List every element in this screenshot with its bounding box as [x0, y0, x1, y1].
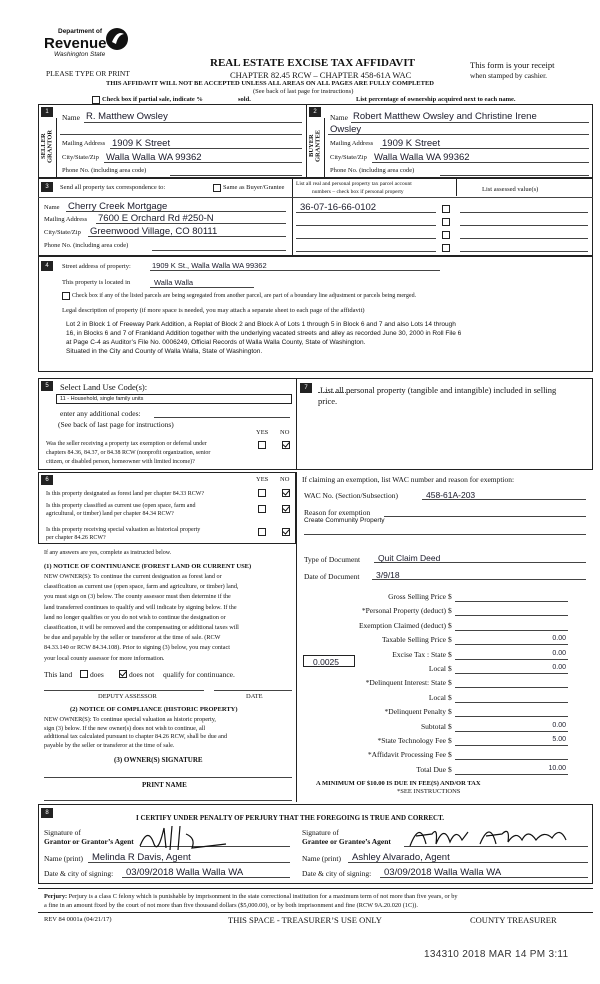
- tax-city[interactable]: Greenwood Village, CO 80111: [90, 226, 218, 237]
- receipt-line1: This form is your receipt: [470, 60, 555, 70]
- seller-name[interactable]: R. Matthew Owsley: [86, 111, 168, 122]
- tax-row-line: [455, 731, 568, 732]
- receipt-line2: when stamped by cashier.: [470, 71, 548, 80]
- rule: [460, 212, 588, 213]
- rule: [84, 122, 302, 123]
- tax-row-label: *Personal Property (deduct): [361, 606, 446, 616]
- rule: [296, 251, 436, 252]
- notice-line: land transferred continues to qualify and will indicate by signing below. If the: [44, 603, 237, 611]
- rule: [318, 392, 354, 393]
- dollar-sign: $: [448, 664, 452, 673]
- tax-row-label: Exemption Claimed (deduct): [358, 620, 446, 630]
- form-title: REAL ESTATE EXCISE TAX AFFIDAVIT: [210, 57, 415, 69]
- divider: [324, 118, 325, 178]
- rule: [304, 534, 586, 535]
- send-correspondence-label: Send all property tax correspondence to:: [60, 184, 166, 191]
- section-6-number: 6: [41, 475, 53, 485]
- see-back-header: (See back of last page for instructions): [253, 88, 354, 95]
- located-in[interactable]: Walla Walla: [154, 278, 194, 287]
- divider: [292, 178, 293, 256]
- doc-type-label: Type of Document: [304, 555, 361, 564]
- owner-signature-label: (3) OWNER(S) SIGNATURE: [114, 756, 203, 764]
- sold-label: sold.: [238, 96, 251, 103]
- tax-phone-label: Phone No. (including area code): [44, 242, 129, 249]
- rule: [296, 225, 436, 226]
- rule: [88, 862, 290, 863]
- grantee-sig-label: Signature of: [302, 828, 339, 837]
- parcel-personal-checkbox-4[interactable]: [442, 244, 450, 252]
- treasurer-space: THIS SPACE - TREASURER’S USE ONLY: [228, 915, 382, 925]
- tax-row-line: [455, 659, 568, 660]
- q6-3-no-checkbox[interactable]: [282, 528, 290, 536]
- parcel-personal-checkbox-3[interactable]: [442, 231, 450, 239]
- tax-row-value[interactable]: 5.00: [552, 736, 566, 743]
- tax-row-line: [455, 630, 568, 631]
- additional-codes-label: enter any additional codes:: [60, 409, 141, 418]
- section-3-number: 3: [41, 182, 53, 192]
- grantee-sig-label-2: Grantee or Grantee’s Agent: [302, 837, 391, 846]
- rule: [154, 417, 290, 418]
- rule: [60, 134, 302, 135]
- parcel-personal-checkbox-2[interactable]: [442, 218, 450, 226]
- reason-label: Reason for exemption: [304, 508, 371, 517]
- buyer-name-label: Name: [330, 113, 348, 122]
- segregated-checkbox[interactable]: [62, 292, 70, 300]
- tax-name[interactable]: Cherry Creek Mortgage: [68, 201, 168, 212]
- rule: [296, 238, 436, 239]
- rule: [374, 562, 586, 563]
- ownership-note: List percentage of ownership acquired next to each name.: [356, 96, 516, 103]
- does-not-label: does not: [129, 670, 155, 679]
- tax-row-line: [455, 644, 568, 645]
- notice-continuance-title: (1) NOTICE OF CONTINUANCE (FOREST LAND OR CURRENT USE): [44, 563, 252, 570]
- rule: [66, 211, 286, 212]
- dollar-sign: $: [448, 635, 452, 645]
- q6-1-no-checkbox[interactable]: [282, 489, 290, 497]
- notice-line: classification as current use (open space, farm and agriculture, or timber) land,: [44, 583, 239, 591]
- revenue-logo-icon: [104, 26, 130, 52]
- q6-2-yes-checkbox[interactable]: [258, 505, 266, 513]
- recording-stamp: 134310 2018 MAR 14 PM 3:11: [424, 949, 569, 960]
- rule: [170, 175, 302, 176]
- tax-row-value[interactable]: 0.00: [552, 721, 566, 729]
- tax-row-value[interactable]: 0.00: [552, 664, 566, 671]
- notice-line: you must sign on (3) below. The county assessor must then determine if the: [44, 593, 231, 601]
- land-use-select[interactable]: [56, 394, 292, 404]
- rule: [380, 877, 588, 878]
- buyer-mailing-label: Mailing Address: [330, 140, 374, 147]
- section-4-number: 4: [41, 261, 53, 271]
- seller-name-label: Name: [62, 113, 80, 122]
- if-yes-note: If any answers are yes, complete as instructed below.: [44, 550, 172, 556]
- parcel-header: List all real and personal property tax parcel account: [296, 181, 412, 187]
- exemption-reason[interactable]: Create Community Property: [304, 517, 385, 524]
- notice-line: payable by the seller or transferor at the time of sale.: [44, 741, 175, 749]
- local-rate-box[interactable]: [303, 655, 355, 667]
- dollar-sign: $: [448, 692, 452, 702]
- no-header-5: NO: [280, 429, 290, 436]
- divider: [456, 178, 457, 196]
- tax-name-label: Name: [44, 204, 60, 211]
- section-2-number: 2: [309, 107, 321, 117]
- seller-mailing-label: Mailing Address: [62, 140, 106, 147]
- qualify-label: qualify for continuance.: [163, 670, 235, 679]
- rule: [214, 690, 292, 691]
- form-warning: THIS AFFIDAVIT WILL NOT BE ACCEPTED UNLESS ALL AREAS ON ALL PAGES ARE FULLY COMPLETED: [106, 80, 434, 87]
- tax-row-line: [455, 687, 568, 688]
- grantor-name[interactable]: Melinda R Davis, Agent: [92, 852, 191, 863]
- perjury-text-2: a fine in an amount fixed by the court of not more than five thousand dollars ($5,000.00), or by both imprisonment and fine (RCW 9A.20.020 (1C)).: [44, 902, 418, 909]
- tax-row-line: [455, 745, 568, 746]
- partial-sale-label: Check box if partial sale, indicate %: [102, 96, 203, 103]
- tax-row-line: [455, 759, 568, 760]
- seller-mailing[interactable]: 1909 K Street: [112, 138, 171, 149]
- tax-row-label: Taxable Selling Price: [381, 635, 446, 645]
- q6-2: Is this property classified as current use (open space, farm and: [46, 503, 196, 509]
- dollar-sign: $: [448, 606, 452, 616]
- rule: [38, 912, 593, 913]
- same-as-buyer-label: Same as Buyer/Grantee: [223, 184, 285, 191]
- grantee-date[interactable]: 03/09/2018 Walla Walla WA: [384, 867, 502, 878]
- rule: [110, 148, 302, 149]
- rule: [372, 162, 589, 163]
- q5-line2: chapters 84.36, 84.37, or 84.38 RCW (nonprofit organization, senior: [46, 450, 211, 456]
- rule: [104, 162, 302, 163]
- grantor-sig-label: Signature of: [44, 828, 81, 837]
- doc-type[interactable]: Quit Claim Deed: [378, 553, 441, 563]
- please-type: PLEASE TYPE OR PRINT: [46, 69, 130, 78]
- q6-2b: agricultural, or timber) land per chapter 84.34 RCW?: [46, 511, 174, 517]
- rule: [460, 251, 588, 252]
- tax-row-value[interactable]: 0.00: [552, 635, 566, 643]
- tax-row-line: [455, 716, 568, 717]
- parcel-number[interactable]: 36-07-16-66-0102: [300, 202, 377, 213]
- wac-label: WAC No. (Section/Subsection): [304, 491, 398, 500]
- legal-description-2[interactable]: 16, in Blocks 6 and 7 of Frankland Addition together with the underlying vacated streets and alley as recorded June 30, 2000 in Roll File 6: [66, 330, 462, 337]
- buyer-mailing[interactable]: 1909 K Street: [382, 138, 441, 149]
- certify-statement: I CERTIFY UNDER PENALTY OF PERJURY THAT THE FOREGOING IS TRUE AND CORRECT.: [136, 814, 445, 822]
- yes-header-6: YES: [256, 476, 269, 483]
- q6-1: Is this property designated as forest land per chapter 84.33 RCW?: [46, 491, 205, 497]
- rule: [296, 212, 436, 213]
- tax-row-label: *Delinquent Interest: State: [365, 678, 446, 688]
- no-header-6: NO: [280, 476, 290, 483]
- tax-mailing[interactable]: 7600 E Orchard Rd #250-N: [98, 213, 214, 224]
- rule: [44, 690, 204, 691]
- legal-description-4[interactable]: Situated in the City and County of Walla Walla, State of Washington.: [66, 348, 263, 355]
- land-does-checkbox[interactable]: [80, 670, 88, 678]
- rule: [122, 877, 290, 878]
- legal-label: Legal description of property (if more space is needed, you may attach a separate sheet to each page of the affidavit): [62, 307, 365, 314]
- rule: [348, 862, 588, 863]
- grantee-date-label: Date & city of signing:: [302, 869, 372, 878]
- rule: [38, 197, 292, 198]
- doc-date[interactable]: 3/9/18: [376, 570, 400, 580]
- dollar-sign: $: [448, 750, 452, 760]
- located-label: This property is located in: [62, 279, 131, 286]
- doc-date-label: Date of Document: [304, 572, 360, 581]
- divider: [306, 104, 307, 178]
- county-treasurer: COUNTY TREASURER: [470, 915, 557, 925]
- tax-mailing-label: Mailing Address: [44, 216, 88, 223]
- grantor-signature: [136, 820, 256, 856]
- seller-city-label: City/State/Zip: [62, 154, 99, 161]
- rule: [88, 236, 286, 237]
- see-instructions-note: *SEE INSTRUCTIONS: [397, 788, 461, 795]
- rule: [44, 777, 292, 778]
- buyer-name-cont[interactable]: Owsley: [330, 124, 362, 135]
- grantee-signature: [404, 818, 584, 852]
- same-as-buyer-checkbox[interactable]: [213, 184, 221, 192]
- tax-row-label: *Delinquent Penalty: [384, 707, 446, 717]
- section-8-number: 8: [41, 808, 53, 818]
- q6-1-yes-checkbox[interactable]: [258, 489, 266, 497]
- assessed-header: List assessed value(s): [482, 186, 539, 193]
- land-does-not-checkbox[interactable]: [119, 670, 127, 678]
- buyer-name[interactable]: Robert Matthew Owsley and Christine Irene: [353, 111, 537, 122]
- tax-row-value[interactable]: 10.00: [548, 764, 566, 772]
- q6-3b: per chapter 84.26 RCW?: [46, 535, 106, 541]
- deputy-date-label: DATE: [246, 693, 263, 700]
- q5-line1: Was the seller receiving a property tax exemption or deferral under: [46, 441, 207, 447]
- tax-row-value[interactable]: 0.00: [552, 649, 566, 657]
- notice-line: your local county assessor for more information.: [44, 654, 165, 662]
- q6-3: Is this property receiving special valuation as historical property: [46, 527, 201, 533]
- perjury-label: Perjury:: [44, 893, 68, 900]
- partial-sale-checkbox[interactable]: [92, 96, 100, 104]
- buyer-phone-label: Phone No. (including area code): [330, 167, 415, 174]
- rule: [328, 134, 589, 135]
- dollar-sign: $: [448, 620, 452, 630]
- notice-compliance-title: (2) NOTICE OF COMPLIANCE (HISTORIC PROPERTY): [70, 706, 238, 713]
- q5-line3: citizen, or disabled person, homeowner with limited income)?: [46, 459, 195, 465]
- tax-row-label: Local: [428, 692, 446, 702]
- notice-line: NEW OWNER(S): To continue the current designation as forest land or: [44, 573, 222, 580]
- rule: [380, 148, 589, 149]
- notice-line: 84.33.140 or RCW 84.34.108). Prior to signing (3) below, you may contact: [44, 644, 230, 652]
- tax-row-label: *Affidavit Processing Fee: [367, 750, 446, 760]
- street-address[interactable]: 1909 K St., Walla Walla WA 99362: [152, 261, 267, 270]
- exemption-label: If claiming an exemption, list WAC number and reason for exemption:: [302, 475, 515, 484]
- buyer-city[interactable]: Walla Walla WA 99362: [374, 152, 470, 163]
- seller-phone-label: Phone No. (including area code): [62, 167, 147, 174]
- local-rate: 0.0025: [313, 657, 339, 667]
- grantor-date[interactable]: 03/09/2018 Walla Walla WA: [126, 867, 244, 878]
- notice-line: sign (3) below. If the new owner(s) does not wish to continue, all: [44, 724, 206, 732]
- seller-grantor-label: SELLER GRANTOR: [40, 129, 54, 163]
- see-back-5: (See back of last page for instructions): [58, 420, 174, 429]
- dollar-sign: $: [448, 678, 452, 688]
- rule: [96, 223, 286, 224]
- dollar-sign: $: [448, 736, 452, 745]
- dollar-sign: $: [448, 721, 452, 731]
- seller-city[interactable]: Walla Walla WA 99362: [106, 152, 202, 163]
- notice-line: additional tax calculated pursuant to chapter 84.26 RCW, shall be due and: [44, 733, 228, 740]
- tax-row-line: [455, 702, 568, 703]
- this-land-label: This land: [44, 670, 73, 679]
- form-number: REV 84 0001a (04/21/17): [44, 916, 112, 923]
- street-label: Street address of property:: [62, 263, 131, 270]
- q5-yes-checkbox[interactable]: [258, 441, 266, 449]
- legal-description-1[interactable]: Lot 2 in Block 1 of Freeway Park Addition, a Replat of Block 2 and Block A of Lots 1 through 5 in Block 6 and 7 and also Lots 14 through: [66, 321, 456, 328]
- tax-row-label: Total Due: [416, 764, 446, 774]
- tax-row-line: [455, 673, 568, 674]
- perjury-text-1: Perjury is a class C felony which is punishable by imprisonment in the state correctional institution for a maximum term of not more than five years, or by: [68, 893, 458, 900]
- tax-row-label: Gross Selling Price: [388, 592, 446, 601]
- buyer-grantee-label: BUYER GRANTEE: [308, 129, 322, 163]
- does-label: does: [90, 670, 104, 679]
- grantor-sig-label-2: Grantor or Grantor’s Agent: [44, 837, 134, 846]
- tax-row-label: *State Technology Fee: [377, 736, 446, 745]
- divider: [56, 118, 57, 178]
- rule: [440, 175, 589, 176]
- minimum-note: A MINIMUM OF $10.00 IS DUE IN FEE(S) AND/OR TAX: [316, 780, 481, 787]
- yes-header-5: YES: [256, 429, 269, 436]
- dollar-sign: $: [448, 764, 452, 774]
- legal-description-3[interactable]: at Page C-4 as Auditor’s File No. 0006249, Official Records of Walla Walla County, State of Washington.: [66, 339, 366, 346]
- parcel-header-2: numbers – check box if personal property: [312, 189, 404, 195]
- print-name-label: PRINT NAME: [142, 781, 187, 789]
- section-5-number: 5: [41, 381, 53, 391]
- notice-line: be due and payable by the seller or transferor at the time of sale. (RCW: [44, 634, 221, 642]
- buyer-city-label: City/State/Zip: [330, 154, 367, 161]
- grantor-date-label: Date & city of signing:: [44, 869, 114, 878]
- section-1-number: 1: [41, 107, 53, 117]
- tax-row-label: Subtotal: [420, 721, 446, 731]
- grantee-name-label: Name (print): [302, 854, 341, 863]
- rule: [150, 287, 254, 288]
- dollar-sign: $: [448, 592, 452, 601]
- rule: [44, 800, 292, 801]
- rule: [150, 270, 440, 271]
- tax-row-label: Excise Tax : State: [392, 649, 446, 659]
- q6-2-no-checkbox[interactable]: [282, 505, 290, 513]
- deputy-assessor-label: DEPUTY ASSESSOR: [98, 693, 157, 700]
- rule: [460, 238, 588, 239]
- segregated-label: Check box if any of the listed parcels are being segregated from another parcel, are part of a boundary line adjustment or parcels being merged.: [72, 293, 417, 299]
- grantee-name[interactable]: Ashley Alvarado, Agent: [352, 852, 450, 863]
- rule: [372, 579, 586, 580]
- divider: [296, 378, 297, 470]
- notice-line: classification, it will be removed and the compensating or additional taxes will: [44, 624, 239, 631]
- form-chapter: CHAPTER 82.45 RCW – CHAPTER 458-61A WAC: [230, 70, 412, 80]
- tax-row-line: [455, 601, 568, 602]
- personal-property-label: List all personal property (tangible and intangible) included in selling: [320, 385, 557, 395]
- q6-3-yes-checkbox[interactable]: [258, 528, 266, 536]
- section-7-number: 7: [300, 383, 312, 393]
- grantor-name-label: Name (print): [44, 854, 83, 863]
- rule: [460, 225, 588, 226]
- notice-line: NEW OWNER(S): To continue special valuation as historic property,: [44, 716, 216, 723]
- dept-line1: Department of: [58, 28, 103, 35]
- wac-number[interactable]: 458-61A-203: [426, 490, 476, 500]
- rule: [152, 250, 286, 251]
- notice-line: land no longer qualifies or you do not wish to continue the designation or: [44, 613, 226, 621]
- rule: [422, 499, 586, 500]
- q5-no-checkbox[interactable]: [282, 441, 290, 449]
- land-use-value: 11 - Household, single family units: [60, 396, 144, 402]
- dollar-sign: $: [448, 707, 452, 717]
- tax-row-line: [455, 615, 568, 616]
- rule: [292, 197, 593, 198]
- rule: [351, 122, 589, 123]
- rule: [38, 888, 593, 889]
- dollar-sign: $: [448, 649, 452, 659]
- dept-line3: Washington State: [54, 51, 106, 58]
- tax-row-line: [455, 774, 568, 775]
- personal-property-label-2: price.: [318, 396, 338, 406]
- tax-city-label: City/State/Zip: [44, 229, 81, 236]
- dept-line2: Revenue: [44, 35, 107, 52]
- tax-row-label: Local: [428, 664, 446, 673]
- rule: [384, 516, 586, 517]
- land-use-label: Select Land Use Code(s):: [60, 382, 148, 392]
- perjury-notice: [44, 892, 593, 910]
- parcel-personal-checkbox-1[interactable]: [442, 205, 450, 213]
- divider: [296, 472, 297, 802]
